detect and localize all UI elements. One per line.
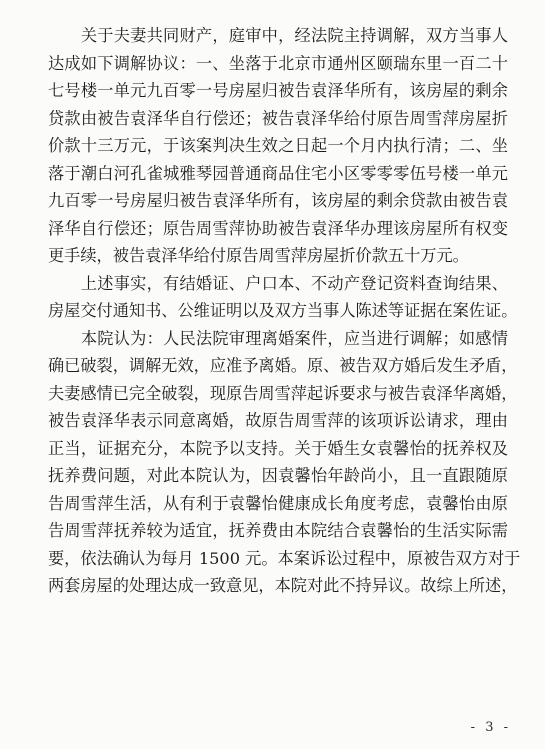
text-line: 落于潮白河孔雀城雅琴园普通商品住宅小区零零零伍号楼一单元 — [48, 163, 508, 183]
paragraph-evidence — [48, 270, 518, 325]
text-line: 达成如下调解协议：一、坐落于北京市通州区颐瑞东里一百二十 — [48, 53, 508, 73]
page-number: - 3 - — [470, 720, 511, 735]
text-line: 要，依法确认为每月 1500 元。本案诉讼过程中，原被告双方对于 — [48, 548, 521, 568]
paragraph-property-agreement — [48, 22, 508, 270]
text-line: 两套房屋的处理达成一致意见，本院对此不持异议。故综上所述， — [48, 576, 518, 595]
text-line: 贷款由被告袁泽华自行偿还；被告袁泽华给付原告周雪萍房屋折 — [48, 108, 508, 128]
text-line: 抚养费问题，对此本院认为，因袁馨怡年龄尚小，且一直跟随原 — [48, 466, 508, 485]
text-line: 告周雪萍抚养较为适宜，抚养费由本院结合袁馨怡的生活实际需 — [48, 521, 508, 540]
text-line: 七号楼一单元九百零一号房屋归被告袁泽华所有，该房屋的剩余 — [48, 81, 508, 100]
paragraph-court-opinion — [48, 325, 521, 600]
text-line: 本院认为：人民法院审理离婚案件，应当进行调解；如感情 — [48, 328, 508, 348]
text-line: 更手续，被告袁泽华给付原告周雪萍房屋折价款五十万元。 — [48, 246, 469, 265]
text-line: 上述事实，有结婚证、户口本、不动产登记资料查询结果、 — [48, 273, 508, 293]
text-line: 告周雪萍生活，从有利于袁馨怡健康成长角度考虑，袁馨怡由原 — [48, 493, 508, 513]
text-line: 价款十三万元，于该案判决生效之日起一个月内执行清；二、坐 — [48, 136, 508, 155]
text-line: 房屋交付通知书、公维证明以及双方当事人陈述等证据在案佐证。 — [48, 301, 518, 320]
text-line: 泽华自行偿还；原告周雪萍协助被告袁泽华办理该房屋所有权变 — [48, 218, 508, 238]
text-line: 夫妻感情已完全破裂，现原告周雪萍起诉要求与被告袁泽华离婚， — [48, 383, 518, 403]
text-line: 确已破裂，调解无效，应准予离婚。原、被告双方婚后发生矛盾， — [48, 356, 518, 375]
text-line: 正当，证据充分，本院予以支持。关于婚生女袁馨怡的抚养权及 — [48, 438, 508, 458]
text-line: 被告袁泽华表示同意离婚，故原告周雪萍的该项诉讼请求，理由 — [48, 411, 508, 430]
document-body — [48, 22, 521, 600]
text-line: 九百零一号房屋归被告袁泽华所有，该房屋的剩余贷款由被告袁 — [48, 191, 508, 210]
text-line: 关于夫妻共同财产，庭审中，经法院主持调解，双方当事人 — [48, 26, 508, 45]
